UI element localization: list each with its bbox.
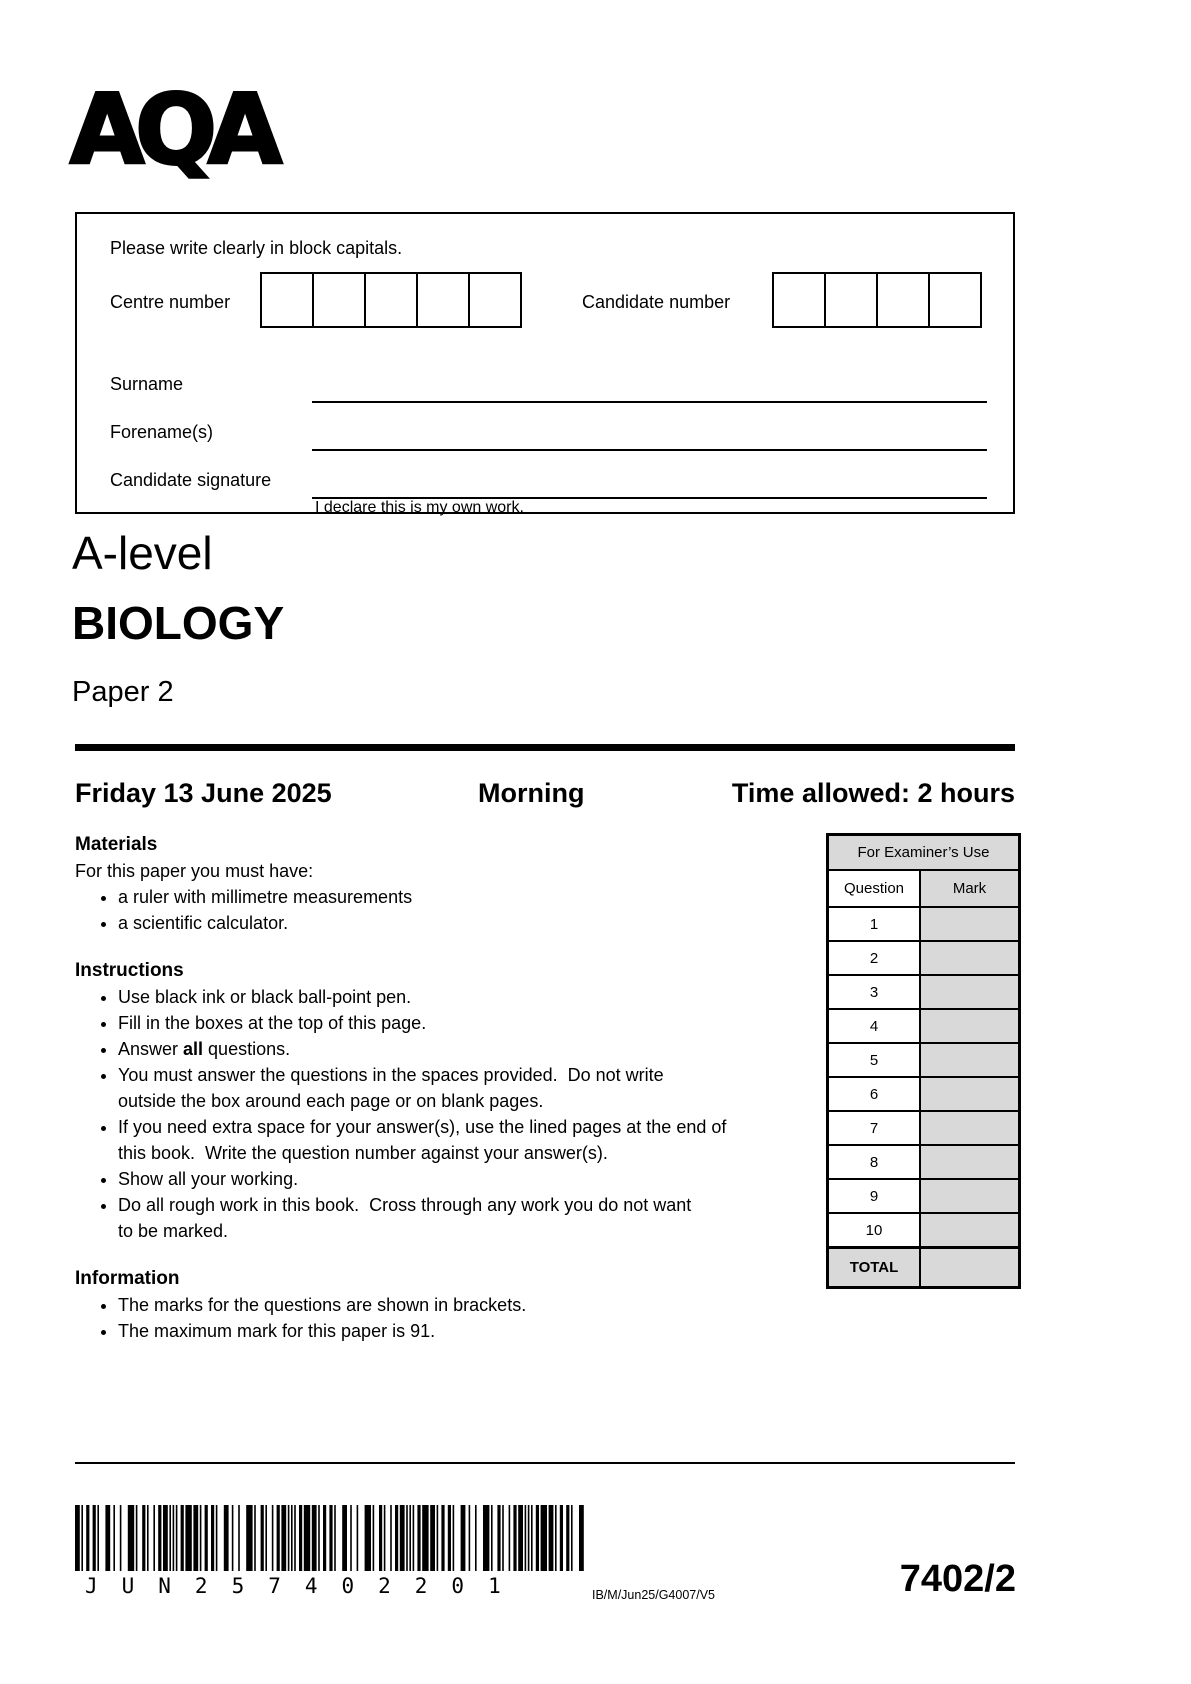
session-line [75,778,1015,812]
candidate-details-box [75,212,1015,514]
qualification-title: A-level [72,527,213,579]
paper-number: Paper 2 [72,676,174,708]
barcode-text: JUN257402201 [85,1574,525,1598]
subject-title: BIOLOGY [72,597,285,649]
mark-column-header: Mark [920,870,1020,907]
mark-cell[interactable] [920,1009,1020,1043]
centre-number-cell[interactable] [468,272,522,328]
question-number-cell: 8 [828,1145,921,1179]
question-number-cell: 6 [828,1077,921,1111]
examiner-table-row [828,907,1020,941]
question-number-cell: 9 [828,1179,921,1213]
question-number-cell: 2 [828,941,921,975]
centre-number-grid [260,272,522,328]
examiner-table-row [828,1213,1020,1248]
aqa-logo: AQA [70,74,274,186]
examiner-table-row [828,975,1020,1009]
examiner-table-total-row [828,1248,1020,1288]
forenames-label: Forename(s) [110,422,214,442]
question-number-cell: 3 [828,975,921,1009]
examiner-table-row [828,1111,1020,1145]
candidate-number-cell[interactable] [928,272,982,328]
mark-cell[interactable] [920,975,1020,1009]
candidate-number-cell[interactable] [772,272,826,328]
examiner-table-header-row [828,870,1020,907]
candidate-number-label: Candidate number [582,292,731,312]
candidate-number-grid [772,272,982,328]
instructions-item: • Use black ink or black ball-point pen. [118,984,820,1010]
time-allowed: Time allowed: 2 hours [731,778,1015,808]
mark-cell[interactable] [920,1213,1020,1248]
question-number-cell: 7 [828,1111,921,1145]
barcode [75,1505,590,1598]
materials-intro: For this paper you must have: [75,861,314,881]
centre-number-cell[interactable] [260,272,314,328]
paper-code: 7402/2 [899,1558,1016,1600]
centre-number-cell[interactable] [312,272,366,328]
surname-field[interactable] [312,401,987,403]
centre-number-cell[interactable] [364,272,418,328]
exam-date: Friday 13 June 2025 [75,778,332,808]
examiner-table-title: For Examiner’s Use [828,835,1020,871]
instructions-item: • You must answer the questions in the spaces provided. Do not write outside the box around each page or on blank pages. [118,1062,820,1114]
question-number-cell: 5 [828,1043,921,1077]
footer-divider-line [75,1462,1015,1464]
examiner-table-title-row [828,835,1020,871]
materials-item: • a ruler with millimetre measurements [118,884,820,910]
question-number-cell: 4 [828,1009,921,1043]
paper-reference-code: IB/M/Jun25/G4007/V5 [592,1588,715,1602]
examiner-table-row [828,1179,1020,1213]
block-capitals-note: Please write clearly in block capitals. [110,238,403,258]
mark-cell[interactable] [920,907,1020,941]
examiner-table-row [828,1077,1020,1111]
mark-cell[interactable] [920,941,1020,975]
front-matter-column [75,832,820,1366]
candidate-number-cell[interactable] [824,272,878,328]
information-heading: Information [75,1268,180,1289]
instructions-item: • Answer all questions. [118,1036,820,1062]
instructions-item: • Do all rough work in this book. Cross through any work you do not want to be marked. [118,1192,820,1244]
instructions-item: • Show all your working. [118,1166,820,1192]
exam-time-of-day: Morning [478,778,585,808]
mark-cell[interactable] [920,1145,1020,1179]
examiner-use-table [826,833,1021,1289]
candidate-signature-label: Candidate signature [110,470,272,490]
instructions-heading: Instructions [75,960,184,981]
mark-cell[interactable] [920,1179,1020,1213]
information-section [75,1266,820,1344]
forenames-field[interactable] [312,449,987,451]
barcode-bars-image [75,1505,590,1571]
information-item: • The maximum mark for this paper is 91. [118,1318,820,1344]
mark-cell[interactable] [920,1043,1020,1077]
materials-item: • a scientific calculator. [118,910,820,936]
information-list [75,1292,820,1344]
mark-cell[interactable] [920,1111,1020,1145]
candidate-number-cell[interactable] [876,272,930,328]
question-number-cell: 10 [828,1213,921,1248]
question-column-header: Question [828,870,921,907]
examiner-table-row [828,1009,1020,1043]
instructions-item: • If you need extra space for your answer(s), use the lined pages at the end of this book. Write the question number against your answer(s). [118,1114,820,1166]
examiner-table-row [828,1145,1020,1179]
centre-number-cell[interactable] [416,272,470,328]
materials-heading: Materials [75,834,158,855]
instructions-section [75,958,820,1244]
materials-section [75,832,820,936]
examiner-table-row [828,941,1020,975]
information-item: • The marks for the questions are shown in brackets. [118,1292,820,1318]
centre-number-label: Centre number [110,292,231,312]
total-mark-cell[interactable] [920,1248,1020,1288]
instructions-item: • Fill in the boxes at the top of this page. [118,1010,820,1036]
title-divider-rule [75,744,1015,751]
surname-label: Surname [110,374,184,394]
examiner-table-row [828,1043,1020,1077]
total-label-cell: TOTAL [828,1248,921,1288]
mark-cell[interactable] [920,1077,1020,1111]
instructions-list [75,984,820,1244]
declaration-text: I declare this is my own work. [315,499,524,516]
materials-list [75,884,820,936]
question-number-cell: 1 [828,907,921,941]
